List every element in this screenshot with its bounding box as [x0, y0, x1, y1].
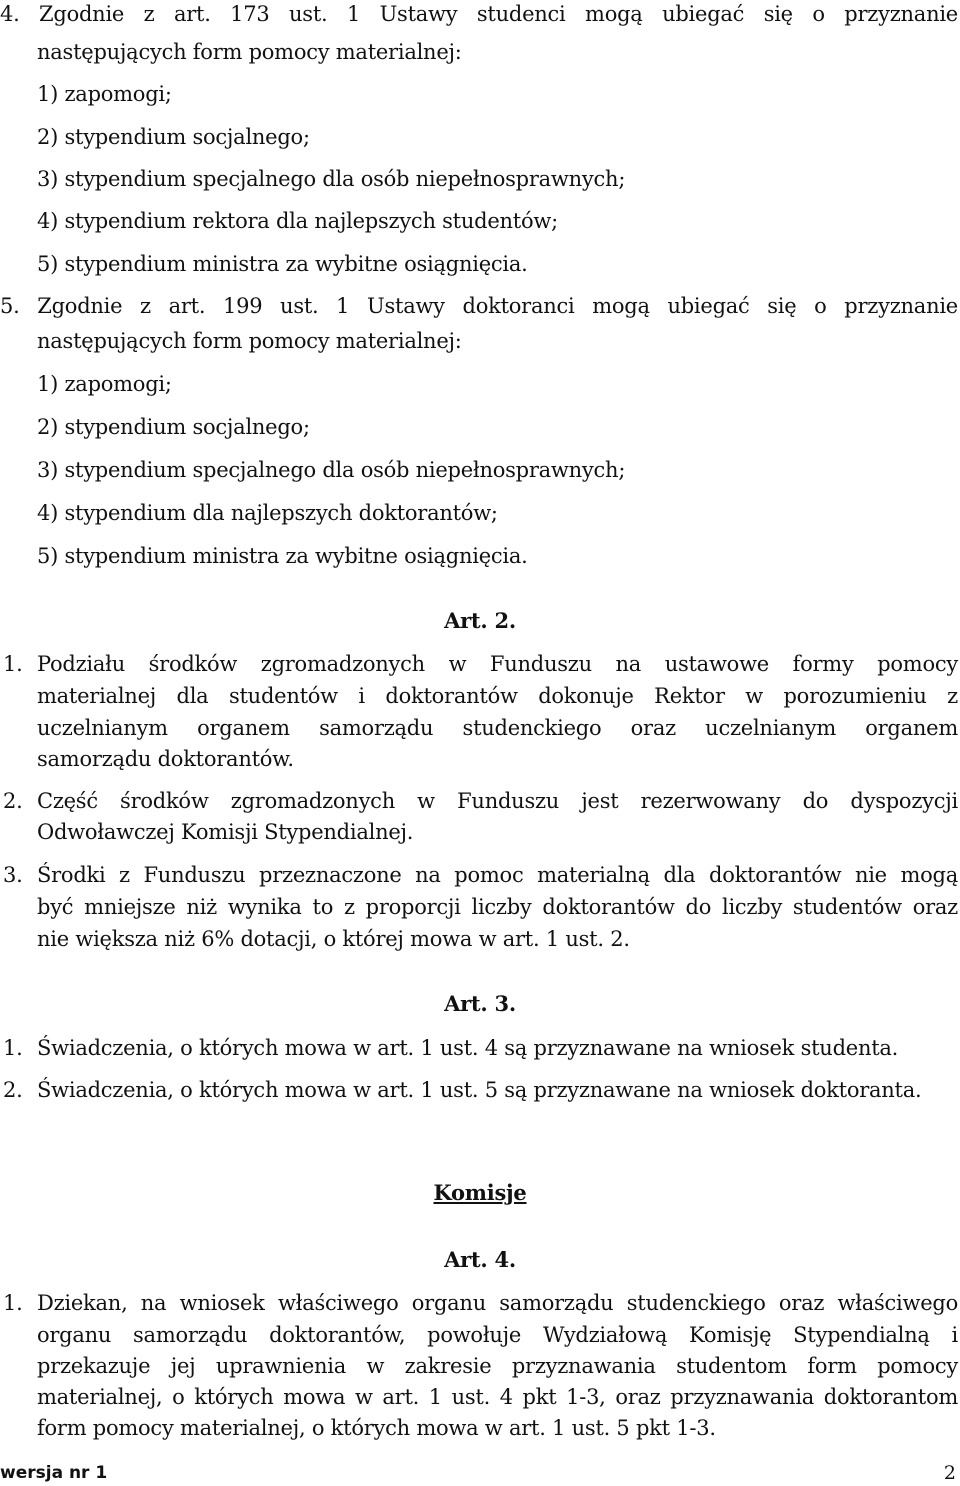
section-5-item-4: 4) stypendium dla najlepszych doktorantów;: [37, 501, 498, 525]
section-5-intro-line-2: następujących form pomocy materialnej:: [37, 329, 462, 353]
art-3-p2-number: 2.: [3, 1078, 23, 1102]
art-2-p3-line-2: być mniejsze niż wynika to z proporcji liczby doktorantów do liczby studentów oraz: [37, 895, 958, 919]
art-2-p1-line-3: uczelnianym organem samorządu studenckiego oraz uczelnianym organem: [37, 716, 958, 740]
art-2-p1-line-2: materialnej dla studentów i doktorantów dokonuje Rektor w porozumieniu z: [37, 684, 958, 708]
art-3-heading: Art. 3.: [444, 991, 516, 1016]
section-5-item-5: 5) stypendium ministra za wybitne osiągnięcia.: [37, 544, 528, 568]
art-2-p3-line-1: Środki z Funduszu przeznaczone na pomoc materialną dla doktorantów nie mogą: [37, 863, 958, 887]
art-2-p1-number: 1.: [3, 652, 23, 676]
art-4-p1-line-4: materialnej, o których mowa w art. 1 ust. 4 pkt 1-3, oraz przyznawania doktorantom: [37, 1385, 958, 1409]
section-5-intro-line-1: 5. Zgodnie z art. 199 ust. 1 Ustawy doktoranci mogą ubiegać się o przyznanie: [0, 294, 958, 318]
art-2-p2-number: 2.: [3, 789, 23, 813]
art-2-p3-line-3: nie większa niż 6% dotacji, o której mowa w art. 1 ust. 2.: [37, 927, 630, 951]
art-3-p2-text: Świadczenia, o których mowa w art. 1 ust. 5 są przyznawane na wniosek doktoranta.: [37, 1078, 922, 1102]
section-5-item-3: 3) stypendium specjalnego dla osób niepełnosprawnych;: [37, 458, 626, 482]
art-4-p1-line-5: form pomocy materialnej, o których mowa w art. 1 ust. 5 pkt 1-3.: [37, 1416, 716, 1440]
art-2-p1-line-1: Podziału środków zgromadzonych w Funduszu na ustawowe formy pomocy: [37, 652, 958, 676]
section-4-item-1: 1) zapomogi;: [37, 82, 172, 106]
art-2-heading: Art. 2.: [444, 608, 516, 633]
footer-version: wersja nr 1: [0, 1463, 108, 1483]
art-4-p1-line-3: przekazuje jej uprawnienia w zakresie przyznawania studentom form pomocy: [37, 1354, 958, 1378]
art-2-p1-line-4: samorządu doktorantów.: [37, 747, 294, 771]
footer-page-number: 2: [943, 1462, 956, 1484]
section-5-item-2: 2) stypendium socjalnego;: [37, 415, 310, 439]
section-4-item-2: 2) stypendium socjalnego;: [37, 125, 310, 149]
art-3-p1-number: 1.: [3, 1036, 23, 1060]
art-2-p3-number: 3.: [3, 863, 23, 887]
section-4-item-4: 4) stypendium rektora dla najlepszych studentów;: [37, 209, 558, 233]
art-4-heading: Art. 4.: [444, 1247, 516, 1272]
art-4-p1-line-2: organu samorządu doktorantów, powołuje Wydziałową Komisję Stypendialną i: [37, 1323, 958, 1347]
section-4-item-3: 3) stypendium specjalnego dla osób niepełnosprawnych;: [37, 167, 626, 191]
art-4-p1-line-1: Dziekan, na wniosek właściwego organu samorządu studenckiego oraz właściwego: [37, 1291, 958, 1315]
art-4-p1-number: 1.: [3, 1291, 23, 1315]
section-5-item-1: 1) zapomogi;: [37, 372, 172, 396]
art-2-p2-line-2: Odwoławczej Komisji Stypendialnej.: [37, 820, 414, 844]
section-4-intro-line-1: 4. Zgodnie z art. 173 ust. 1 Ustawy studenci mogą ubiegać się o przyznanie: [0, 2, 958, 26]
section-4-intro-line-2: następujących form pomocy materialnej:: [37, 40, 462, 64]
art-3-p1-text: Świadczenia, o których mowa w art. 1 ust. 4 są przyznawane na wniosek studenta.: [37, 1036, 899, 1060]
section-4-item-5: 5) stypendium ministra za wybitne osiągnięcia.: [37, 252, 528, 276]
section-title-komisje: Komisje: [433, 1180, 527, 1205]
art-2-p2-line-1: Część środków zgromadzonych w Funduszu jest rezerwowany do dyspozycji: [37, 789, 958, 813]
